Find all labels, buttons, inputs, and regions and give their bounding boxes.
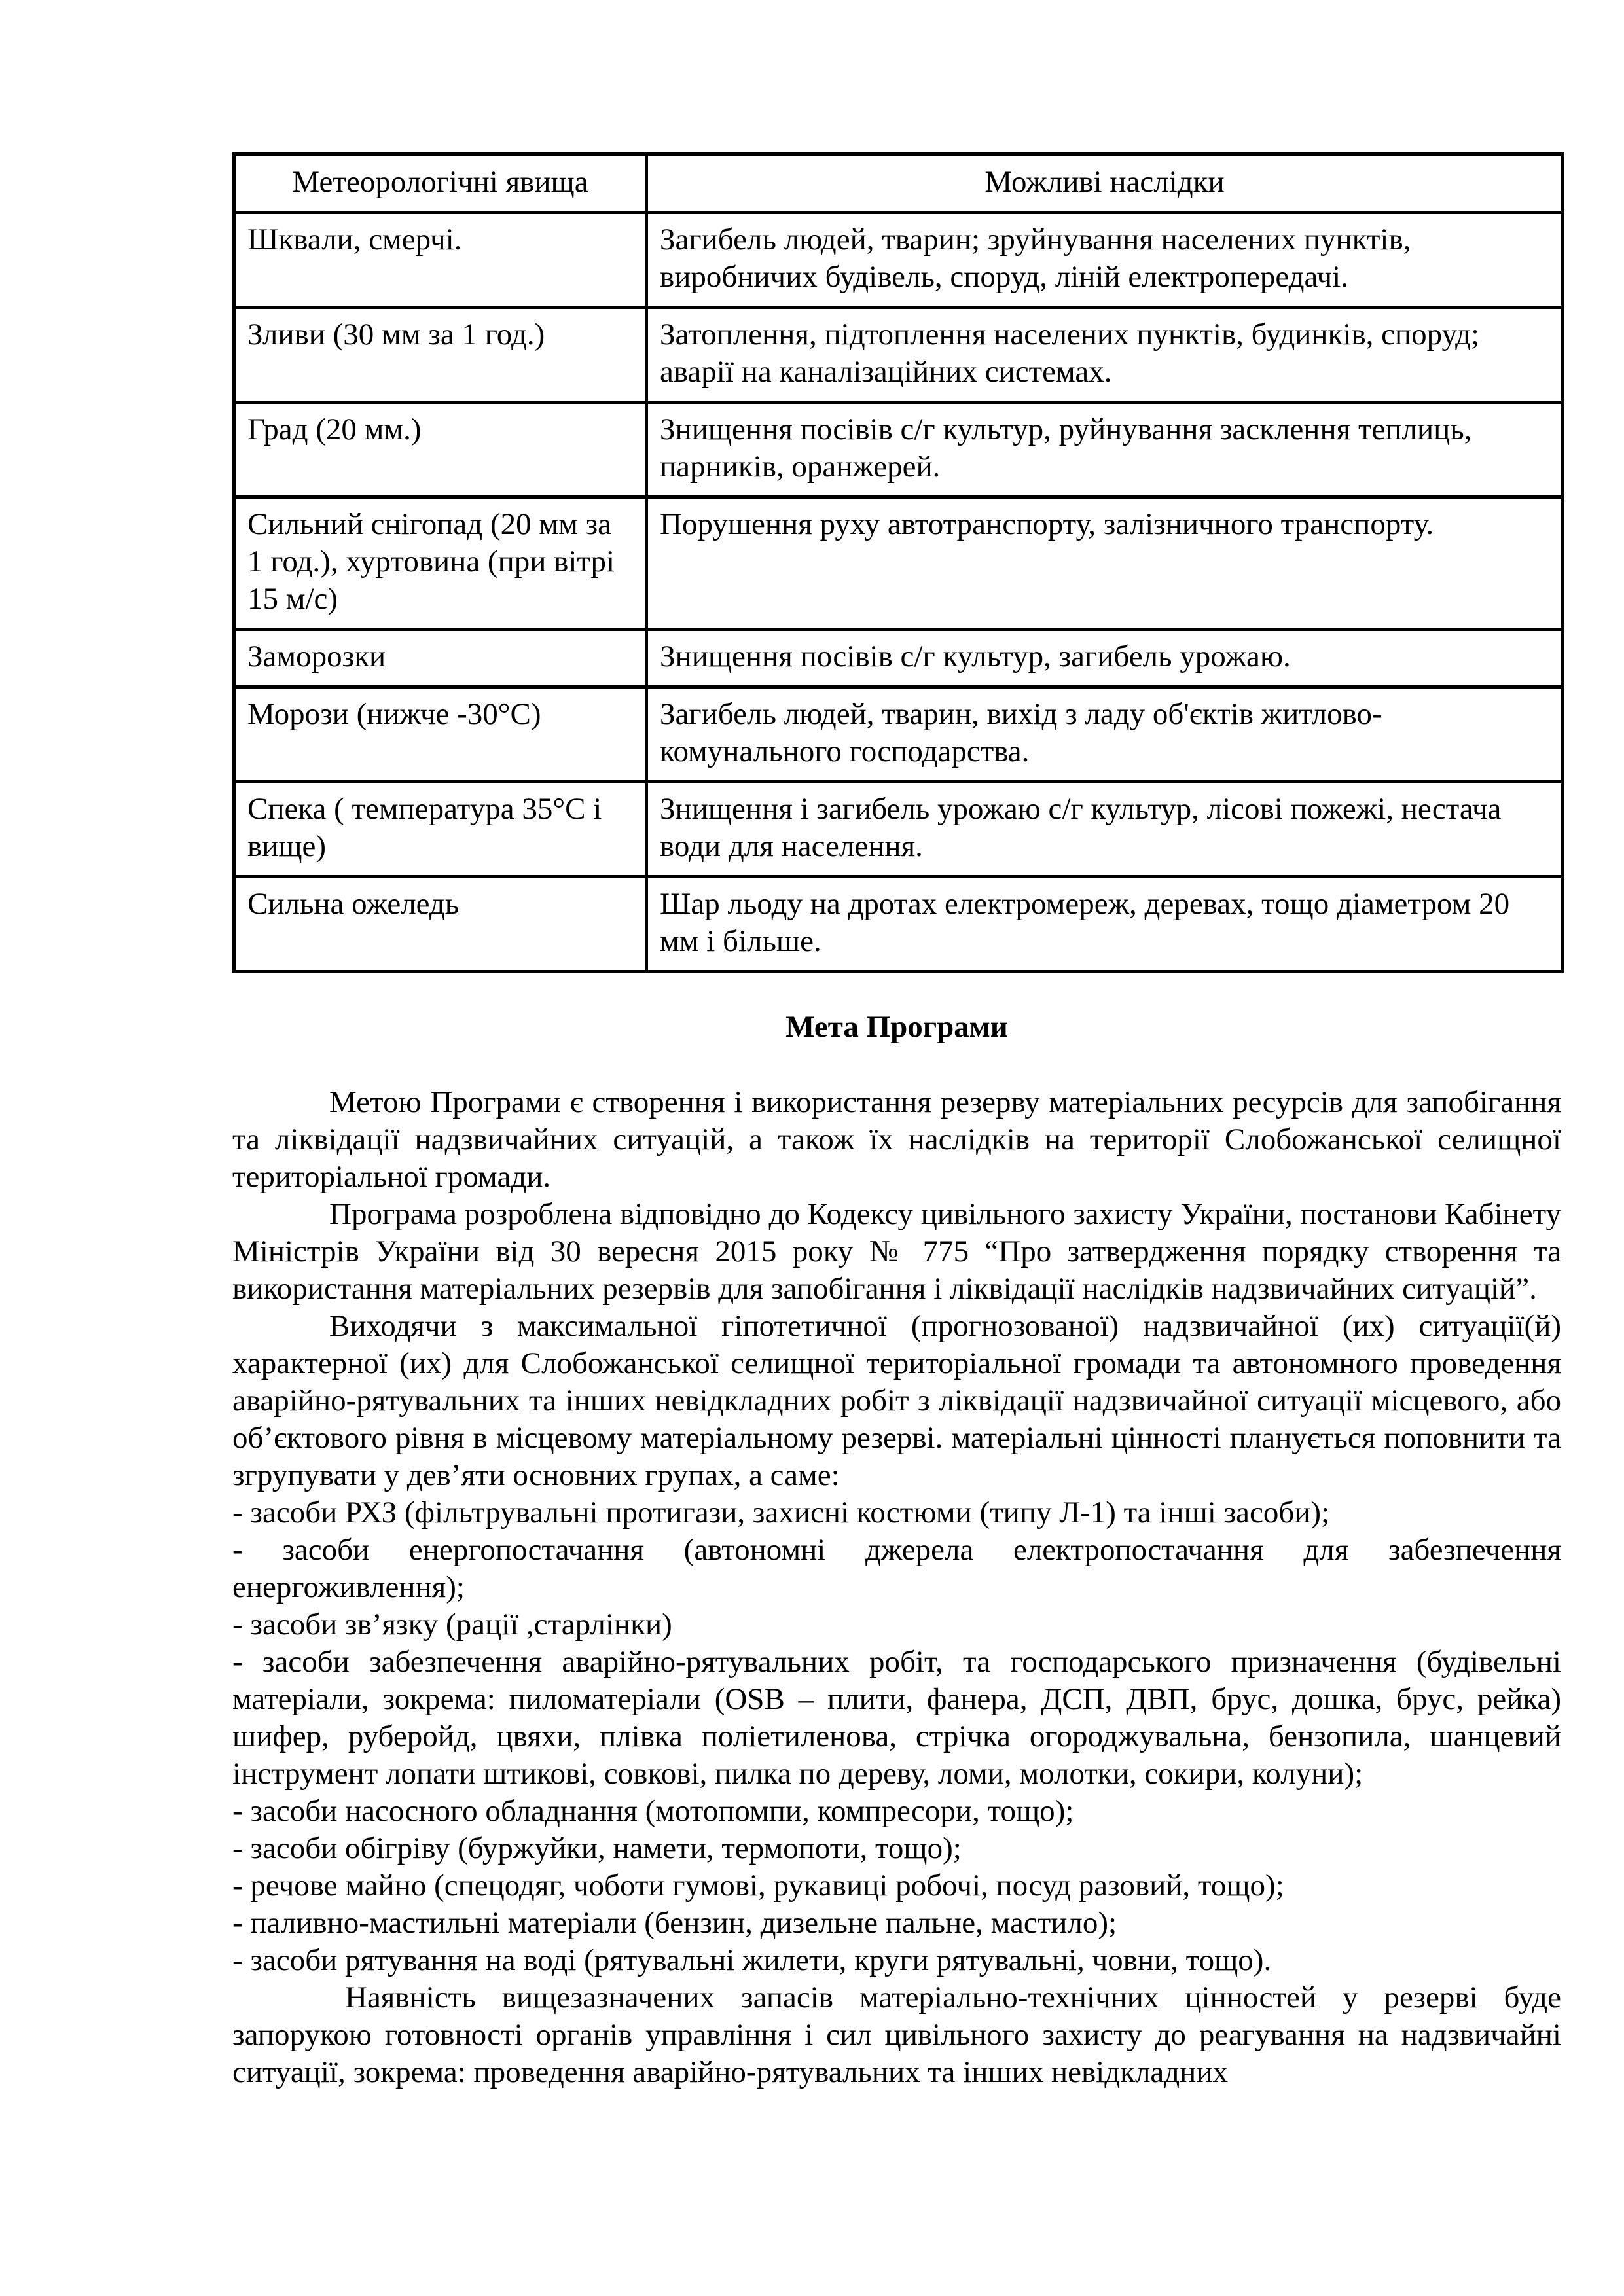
phenomenon-cell: Сильна ожеледь [234, 877, 647, 972]
phenomenon-cell: Сильний снігопад (20 мм за 1 год.), хуртовина (при вітрі 15 м/с) [234, 497, 647, 630]
phenomenon-cell: Град (20 мм.) [234, 403, 647, 497]
hazard-consequences-table [232, 152, 1564, 973]
table-row [234, 782, 1563, 877]
table-body [234, 213, 1563, 972]
section-title: Мета Програми [785, 1010, 1008, 1044]
consequence-cell: Знищення і загибель урожаю с/г культур, лісові пожежі, нестача води для населення. [647, 782, 1563, 877]
phenomenon-cell: Шквали, смерчі. [234, 213, 647, 308]
phenomenon-cell: Заморозки [234, 630, 647, 687]
table-header-row [234, 154, 1563, 213]
resource-list-item: - речове майно (спецодяг, чоботи гумові, рукавиці робочі, посуд разовий, тощо); [232, 1869, 1284, 1903]
table-row [234, 308, 1563, 403]
table-row [234, 403, 1563, 497]
table-row [234, 213, 1563, 308]
resource-list-item: - засоби насосного обладнання (мотопомпи, компресори, тощо); [232, 1794, 1074, 1828]
resource-list-item: - засоби забезпечення аварійно-рятувальних робіт, та господарського призначення (будівельні матеріали, зокрема: пиломатеріали (OSB – плити, фанера, ДСП, ДВП, брус, дошка, брус, рейка) шифер, руберойд, цвяхи, плівка поліетиленова, стрічка огороджувальна, бензопила, шанцевий інструмент лопати штикові, совкові, пилка по дереву, ломи, молотки, сокири, колуни); [232, 1645, 1561, 1791]
table-header-phenomena: Метеорологічні явища [234, 154, 647, 213]
table-row [234, 877, 1563, 972]
consequence-cell: Знищення посівів с/г культур, руйнування засклення теплиць, парників, оранжерей. [647, 403, 1563, 497]
table-row [234, 497, 1563, 630]
resource-list-item: - засоби РХЗ (фільтрувальні протигази, захисні костюми (типу Л-1) та інші засоби); [232, 1496, 1330, 1530]
table-row [234, 687, 1563, 782]
consequence-cell: Загибель людей, тварин, вихід з ладу об'єктів житлово-комунального господарства. [647, 687, 1563, 782]
phenomenon-cell: Зливи (30 мм за 1 год.) [234, 308, 647, 403]
resource-list-item: - паливно-мастильні матеріали (бензин, дизельне пальне, мастило); [232, 1906, 1117, 1940]
document-content [232, 152, 1561, 2091]
body-paragraph: Метою Програми є створення і використання резерву матеріальних ресурсів для запобігання та ліквідації надзвичайних ситуацій, а також їх наслідків на території Слобожанської селищної територіальної громади. [232, 1085, 1561, 1194]
consequence-cell: Загибель людей, тварин; зруйнування населених пунктів, виробничих будівель, споруд, ліній електропередачі. [647, 213, 1563, 308]
consequence-cell: Шар льоду на дротах електромереж, деревах, тощо діаметром 20 мм і більше. [647, 877, 1563, 972]
table-row [234, 630, 1563, 687]
table-header-consequences: Можливі наслідки [647, 154, 1563, 213]
consequence-cell: Знищення посівів с/г культур, загибель урожаю. [647, 630, 1563, 687]
resource-list-item: - засоби рятування на воді (рятувальні жилети, круги рятувальні, човни, тощо). [232, 1943, 1272, 1977]
consequence-cell: Порушення руху автотранспорту, залізничного транспорту. [647, 497, 1563, 630]
consequence-cell: Затоплення, підтоплення населених пунктів, будинків, споруд; аварії на каналізаційних системах. [647, 308, 1563, 403]
resource-list-item: - засоби обігріву (буржуйки, намети, термопоти, тощо); [232, 1831, 962, 1865]
phenomenon-cell: Морози (нижче -30°С) [234, 687, 647, 782]
resource-list-item: - засоби енергопостачання (автономні джерела електропостачання для забезпечення енергоживлення); [232, 1533, 1561, 1604]
body-paragraph: Програма розроблена відповідно до Кодексу цивільного захисту України, постанови Кабінету Міністрів України від 30 вересня 2015 року № 775 “Про затвердження порядку створення та використання матеріальних резервів для запобігання і ліквідації наслідків надзвичайних ситуацій”. [232, 1197, 1561, 1306]
body-paragraph: Виходячи з максимальної гіпотетичної (прогнозованої) надзвичайної (их) ситуації(й) характерної (их) для Слобожанської селищної територіальної громади та автономного проведення аварійно-рятувальних та інших невідкладних робіт з ліквідації надзвичайної ситуації місцевого, або об’єктового рівня в місцевому матеріальному резерві. матеріальні цінності планується поповнити та згрупувати у дев’яти основних групах, а саме: [232, 1309, 1561, 1492]
resource-list-item: - засоби зв’язку (рації ,старлінки) [232, 1607, 672, 1641]
phenomenon-cell: Спека ( температура 35°С і вище) [234, 782, 647, 877]
section-body [232, 1084, 1561, 2091]
body-paragraph: Наявність вищезазначених запасів матеріально-технічних цінностей у резерві буде запорукою готовності органів управління і сил цивільного захисту до реагування на надзвичайні ситуації, зокрема: проведення аварійно-рятувальних та інших невідкладних [232, 1981, 1561, 2089]
